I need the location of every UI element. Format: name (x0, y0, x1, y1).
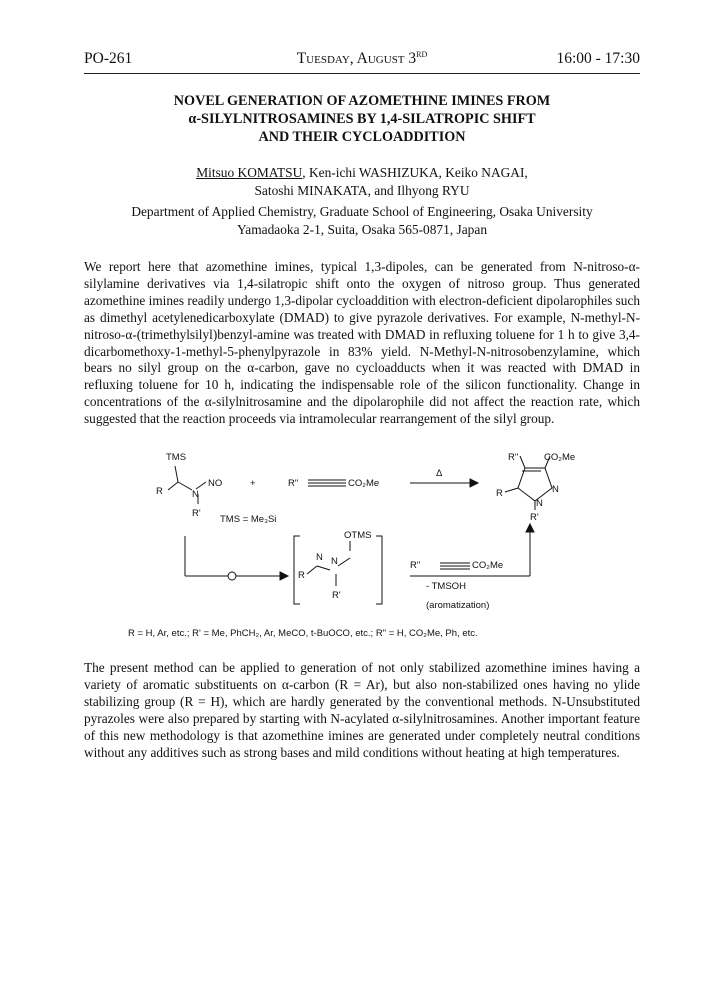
scheme-caption: R = H, Ar, etc.; R' = Me, PhCH₂, Ar, MeCO, t-BuOCO, etc.; R" = H, CO₂Me, Ph, etc. (128, 628, 478, 639)
svg-text:CO₂Me: CO₂Me (348, 478, 380, 489)
svg-text:Δ: Δ (436, 468, 443, 479)
svg-text:R: R (156, 486, 163, 497)
abstract-paragraph-2: The present method can be applied to generation of not only stabilized azomethine imines having a variety of aromatic substituents on α-carbon (R = Ar), but also non-stabilized ones having no ylide stabilizing group (R = H), which are hardly generated by the conventional methods. N-Unsubstituted pyrazoles were also prepared by starting with N-acylated α-silylnitrosamines. Another important feature of this new methodology is that azomethine imines are generated under completely neutral conditions without any additives such as strong bases and mild conditions without heating at high temperatures. (84, 660, 640, 760)
svg-text:N: N (192, 489, 199, 500)
poster-code: PO-261 (84, 50, 133, 67)
svg-text:R': R' (530, 512, 539, 523)
svg-text:R: R (298, 570, 305, 581)
svg-text:R': R' (192, 508, 201, 519)
session-day: Tuesday, August 3RD (296, 50, 428, 68)
svg-text:N: N (552, 484, 559, 495)
session-time: 16:00 - 17:30 (556, 50, 640, 67)
svg-text:OTMS: OTMS (344, 530, 372, 541)
svg-text:+: + (250, 478, 256, 489)
reaction-scheme (120, 446, 620, 646)
paper-title: NOVEL GENERATION OF AZOMETHINE IMINES FROM α-SILYLNITROSAMINES BY 1,4-SILATROPIC SHIFT AND THEIR CYCLOADDITION (173, 93, 551, 145)
svg-text:N: N (536, 498, 543, 509)
svg-text:CO₂Me: CO₂Me (472, 560, 504, 571)
abstract-paragraph-1: We report here that azomethine imines, typical 1,3-dipoles, can be generated from N-nitroso-α-silylamine derivatives via 1,4-silatropic shift onto the oxygen of nitroso group. Thus generated azomethine imines readily undergo 1,3-dipolar cycloaddition with electron-deficient dipolarophiles such as dimethyl acetylenedicarboxylate (DMAD) to give pyrazole derivatives. For example, N-methyl-N-nitroso-α-(trimethylsilyl)benzyl-amine was treated with DMAD in refluxing toluene for 1 h to give 3,4-dicarbomethoxy-1-methyl-5-phenylpyrazole in 83% yield. N-Methyl-N-nitrosobenzylamine, which bears no silyl group on the α-carbon, gave no cycloadducts when it was reacted with DMAD in refluxing toluene for 10 h, indicating the indispensable role of the silicon functionality. Change in concentrations of the α-silylnitrosamine and the dipolarophile did not affect the reaction rate, which suggested that the reaction proceeds via intramolecular rearrangement of the silyl group. (84, 259, 640, 427)
tms-definition: TMS = Me₃Si (220, 514, 277, 525)
page-header (84, 50, 640, 72)
tms-label: TMS (166, 452, 187, 463)
aromatization-label: (aromatization) (426, 600, 490, 611)
svg-text:NO: NO (208, 478, 223, 489)
svg-text:CO₂Me: CO₂Me (544, 452, 576, 463)
tmsoh-label: - TMSOH (426, 581, 466, 592)
authors: Mitsuo KOMATSU, Ken-ichi WASHIZUKA, Keiko NAGAI, Satoshi MINAKATA, and Ilhyong RYU (196, 165, 528, 198)
svg-text:R": R" (410, 560, 421, 571)
svg-text:N: N (331, 556, 338, 567)
presenting-author: Mitsuo KOMATSU (196, 165, 303, 180)
svg-text:R": R" (288, 478, 299, 489)
svg-text:R': R' (332, 590, 341, 601)
svg-text:N: N (316, 552, 323, 563)
header-rule (84, 73, 640, 74)
svg-text:R: R (496, 488, 503, 499)
svg-text:R": R" (508, 452, 519, 463)
affiliation: Department of Applied Chemistry, Graduate School of Engineering, Osaka University Yamadaoka 2-1, Suita, Osaka 565-0871, Japan (131, 204, 593, 237)
